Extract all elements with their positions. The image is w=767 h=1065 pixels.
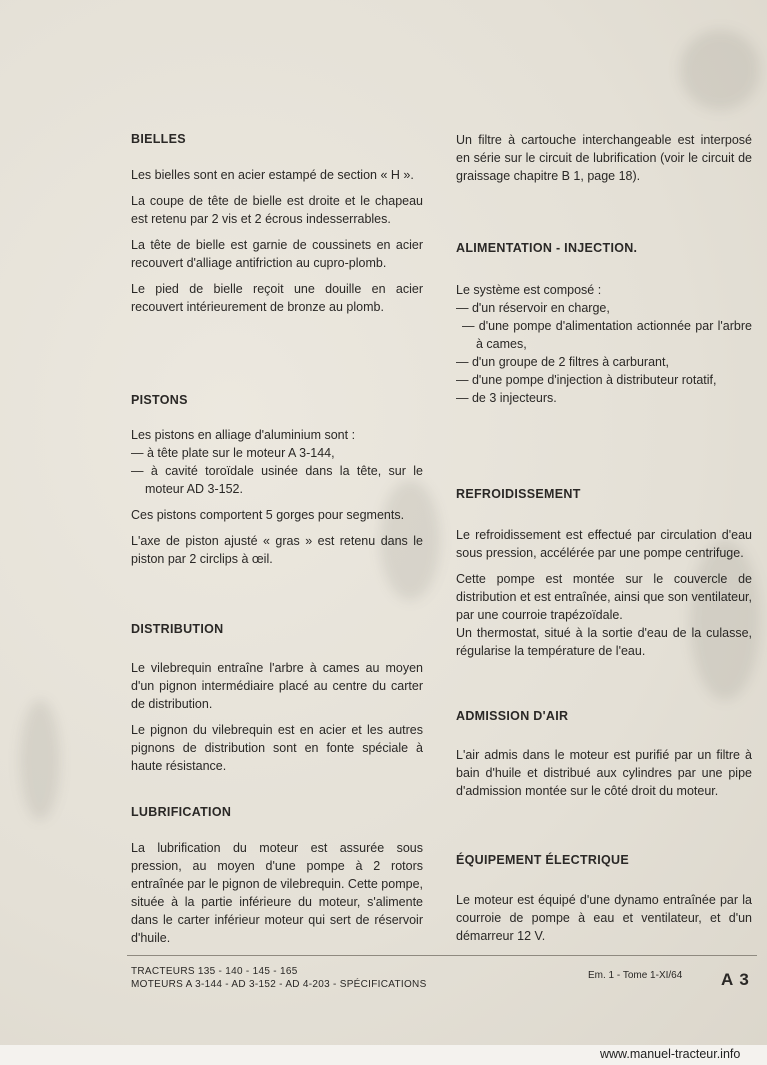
section-equipement [456, 852, 752, 869]
section-heading: DISTRIBUTION [131, 622, 224, 636]
paragraph: Le pignon du vilebrequin est en acier et les autres pignons de distribution sont en fonte spéciale à haute résistance. [131, 723, 423, 773]
admission-body [456, 746, 752, 800]
section-bielles [131, 131, 423, 148]
scan-smudge [680, 30, 760, 110]
footer-rule [127, 955, 757, 956]
filtre-body [456, 131, 752, 185]
distribution-body [131, 659, 423, 775]
paragraph: Un filtre à cartouche interchangeable est interposé en série sur le circuit de lubrification (voir le circuit de graissage chapitre B 1, page 18). [456, 133, 752, 183]
lubrification-body [131, 839, 423, 947]
paragraph: Le refroidissement est effectué par circulation d'eau sous pression, accélérée par une pompe centrifuge. [456, 528, 752, 560]
section-heading: ALIMENTATION - INJECTION. [456, 241, 638, 255]
section-heading: REFROIDISSEMENT [456, 487, 581, 501]
footer-models [131, 965, 427, 991]
section-heading: BIELLES [131, 132, 186, 146]
section-distribution [131, 621, 423, 638]
alimentation-body [456, 281, 752, 407]
footer-edition: Em. 1 - Tome 1-XI/64 [588, 970, 683, 981]
footer-line-moteurs: MOTEURS A 3-144 - AD 3-152 - AD 4-203 - SPÉCIFICATIONS [131, 979, 427, 990]
list-item: — à tête plate sur le moteur A 3-144, [131, 446, 335, 460]
site-watermark: www.manuel-tracteur.info [600, 1047, 741, 1061]
paragraph: La lubrification du moteur est assurée sous pression, au moyen d'une pompe à 2 rotors entraînée par le pignon de vilebrequin. Cette pompe, située à la partie inférieure du moteur, s'alimente dans le carter inférieur moteur qui sert de réservoir d'huile. [131, 841, 423, 945]
paragraph: Les bielles sont en acier estampé de section « H ». [131, 168, 414, 182]
list-item: — à cavité toroïdale usinée dans la tête, sur le moteur AD 3-152. [131, 464, 423, 496]
paragraph: Le pied de bielle reçoit une douille en acier recouvert intérieurement de bronze au plomb. [131, 282, 423, 314]
section-lubrification [131, 804, 423, 821]
bielles-body [131, 166, 423, 316]
paragraph: Le moteur est équipé d'une dynamo entraînée par la courroie de pompe à eau et ventilateur, et d'un démarreur 12 V. [456, 893, 752, 943]
scan-smudge [20, 700, 60, 820]
paragraph: Cette pompe est montée sur le couvercle de distribution et est entraînée, ainsi que son ventilateur, par une courroie trapézoïdale. [456, 572, 752, 622]
paragraph: La coupe de tête de bielle est droite et le chapeau est retenu par 2 vis et 2 écrous indesserrables. [131, 194, 423, 226]
section-pistons [131, 392, 423, 409]
paragraph: Les pistons en alliage d'aluminium sont : [131, 428, 356, 442]
paragraph: La tête de bielle est garnie de coussinets en acier recouvert d'alliage antifriction au cupro-plomb. [131, 238, 423, 270]
section-heading: ÉQUIPEMENT ÉLECTRIQUE [456, 853, 629, 867]
list-item: — d'une pompe d'injection à distributeur rotatif, [456, 373, 717, 387]
paragraph: Ces pistons comportent 5 gorges pour segments. [131, 508, 405, 522]
paragraph: Le vilebrequin entraîne l'arbre à cames au moyen d'un pignon intermédiaire placé au centre du carter de distribution. [131, 661, 423, 711]
page-number: A 3 [721, 970, 750, 989]
footer-line-tracteurs: TRACTEURS 135 - 140 - 145 - 165 [131, 966, 298, 977]
section-heading: LUBRIFICATION [131, 805, 232, 819]
refroidissement-body [456, 526, 752, 660]
paragraph: L'axe de piston ajusté « gras » est retenu dans le piston par 2 circlips à œil. [131, 534, 423, 566]
section-refroidissement [456, 486, 752, 503]
paragraph: L'air admis dans le moteur est purifié par un filtre à bain d'huile et distribué aux cylindres par une pipe d'admission montée sur le côté droit du moteur. [456, 748, 752, 798]
list-item: — de 3 injecteurs. [456, 391, 557, 405]
equipement-body [456, 891, 752, 945]
list-item: — d'un groupe de 2 filtres à carburant, [456, 355, 669, 369]
section-admission [456, 708, 752, 725]
section-alimentation [456, 240, 752, 257]
list-item: — d'un réservoir en charge, [456, 301, 610, 315]
section-heading: PISTONS [131, 393, 188, 407]
paragraph: Le système est composé : [456, 283, 602, 297]
section-heading: ADMISSION D'AIR [456, 709, 569, 723]
pistons-body [131, 426, 423, 568]
list-item: — d'une pompe d'alimentation actionnée par l'arbre à cames, [462, 319, 752, 351]
paragraph: Un thermostat, situé à la sortie d'eau de la culasse, régularise la température de l'eau. [456, 626, 752, 658]
